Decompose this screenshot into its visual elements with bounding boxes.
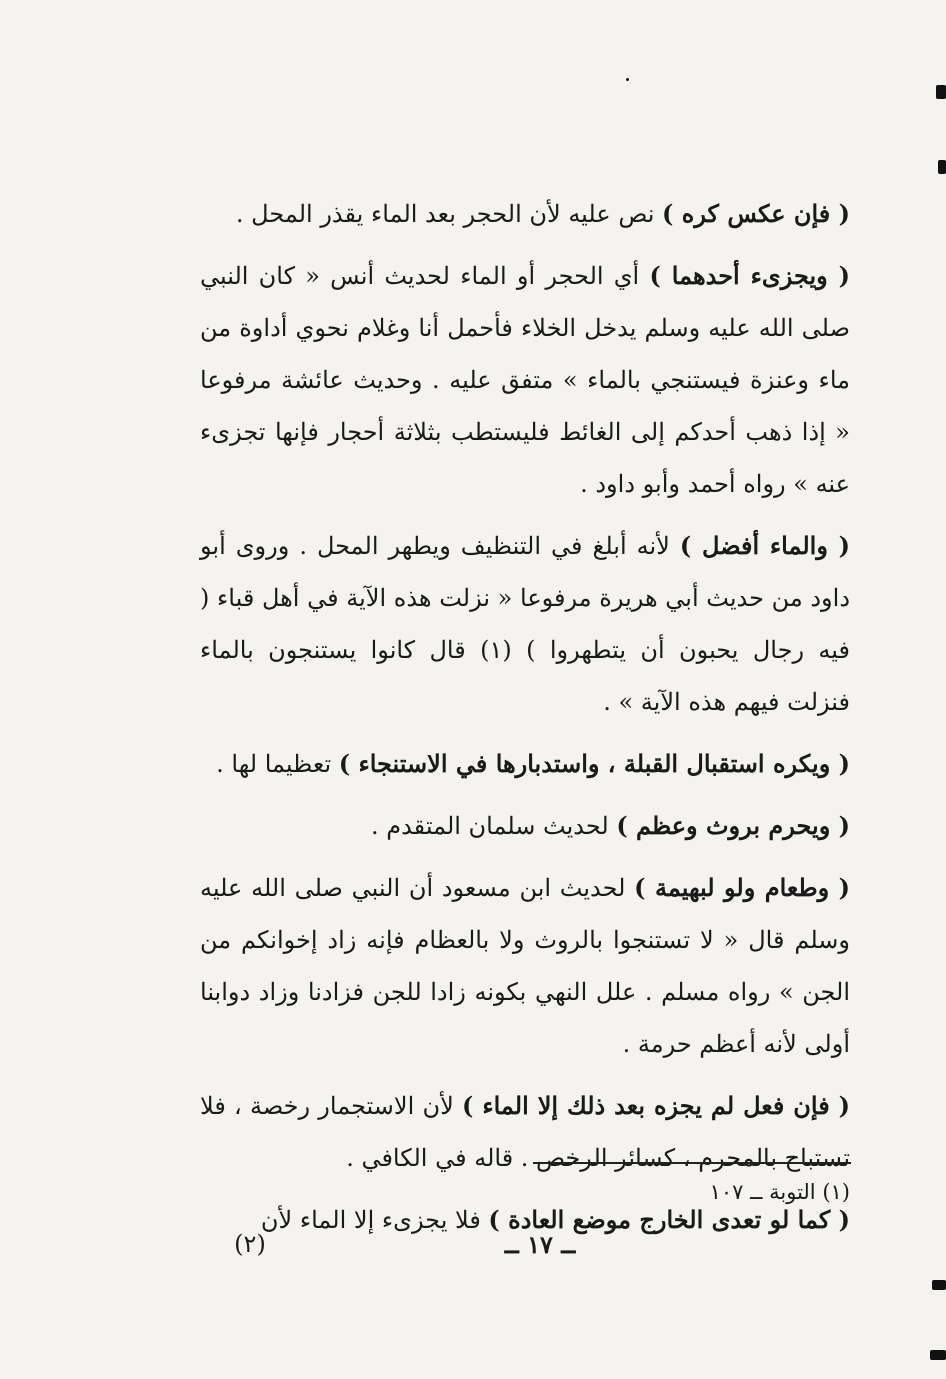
scan-mark	[932, 1280, 946, 1290]
paragraph	[200, 520, 850, 728]
paragraph-heading: ( ويحرم بروث وعظم )	[616, 811, 850, 840]
paragraph	[200, 800, 850, 852]
paragraph-heading: ( ويكره استقبال القبلة ، واستدبارها في الاستنجاء )	[338, 749, 850, 778]
signature-mark: (٢)	[234, 1230, 266, 1258]
paragraph-heading: ( والماء أفضل )	[679, 531, 851, 560]
paragraph-text: لحديث سلمان المتقدم .	[370, 812, 617, 840]
paragraph-heading: ( فإن فعل لم يجزه بعد ذلك إلا الماء )	[462, 1091, 850, 1120]
paragraph-text: لأنه أبلغ في التنظيف ويطهر المحل . وروى أبو داود من حديث أبي هريرة مرفوعا « نزلت هذه الآية في أهل قباء ( فيه رجال يحبون أن يتطهروا ) (١) قال كانوا يستنجون بالماء فنزلت فيهم هذه الآية » .	[200, 532, 850, 716]
paragraph	[200, 250, 850, 510]
paragraph-heading: ( وطعام ولو لبهيمة )	[634, 873, 850, 902]
paragraph-heading: ( فإن عكس كره )	[662, 199, 850, 228]
paragraph	[200, 862, 850, 1070]
main-text	[200, 188, 850, 1256]
footnote-divider	[533, 1162, 851, 1164]
scan-mark	[938, 160, 946, 174]
paragraph-heading: ( كما لو تعدى الخارج موضع العادة )	[488, 1205, 850, 1234]
paragraph	[200, 188, 850, 240]
scan-mark	[626, 78, 629, 81]
paragraph-heading: ( ويجزىء أحدهما )	[649, 261, 851, 290]
paragraph	[200, 1080, 850, 1184]
scan-mark	[930, 1350, 946, 1360]
paragraph-text: تعظيما لها .	[216, 750, 339, 778]
scan-mark	[936, 85, 946, 99]
paragraph-text: أي الحجر أو الماء لحديث أنس « كان النبي صلى الله عليه وسلم يدخل الخلاء فأحمل أنا وغلام نحوي أداوة من ماء وعنزة فيستنجي بالماء » متفق عليه . وحديث عائشة مرفوعا « إذا ذهب أحدكم إلى الغائط فليستطب بثلاثة أحجار فإنها تجزىء عنه » رواه أحمد وأبو داود .	[200, 262, 850, 498]
paragraph	[200, 738, 850, 790]
page-number: ــ ١٧ ــ	[504, 1230, 576, 1259]
footnote: (١) التوبة ــ ١٠٧	[709, 1180, 850, 1204]
paragraph-text: فلا يجزىء إلا الماء لأن	[260, 1206, 489, 1234]
paragraph-text: لحديث ابن مسعود أن النبي صلى الله عليه وسلم قال « لا تستنجوا بالروث ولا بالعظام فإنه زاد إخوانكم من الجن » رواه مسلم . علل النهي بكونه زادا للجن فزادنا وزاد دوابنا أولى لأنه أعظم حرمة .	[200, 874, 850, 1058]
paragraph-text: لأن الاستجمار رخصة ، فلا تستباح بالمحرم ، كسائر الرخص . قاله في الكافي .	[200, 1092, 850, 1172]
paragraph-text: نص عليه لأن الحجر بعد الماء يقذر المحل .	[235, 200, 663, 228]
